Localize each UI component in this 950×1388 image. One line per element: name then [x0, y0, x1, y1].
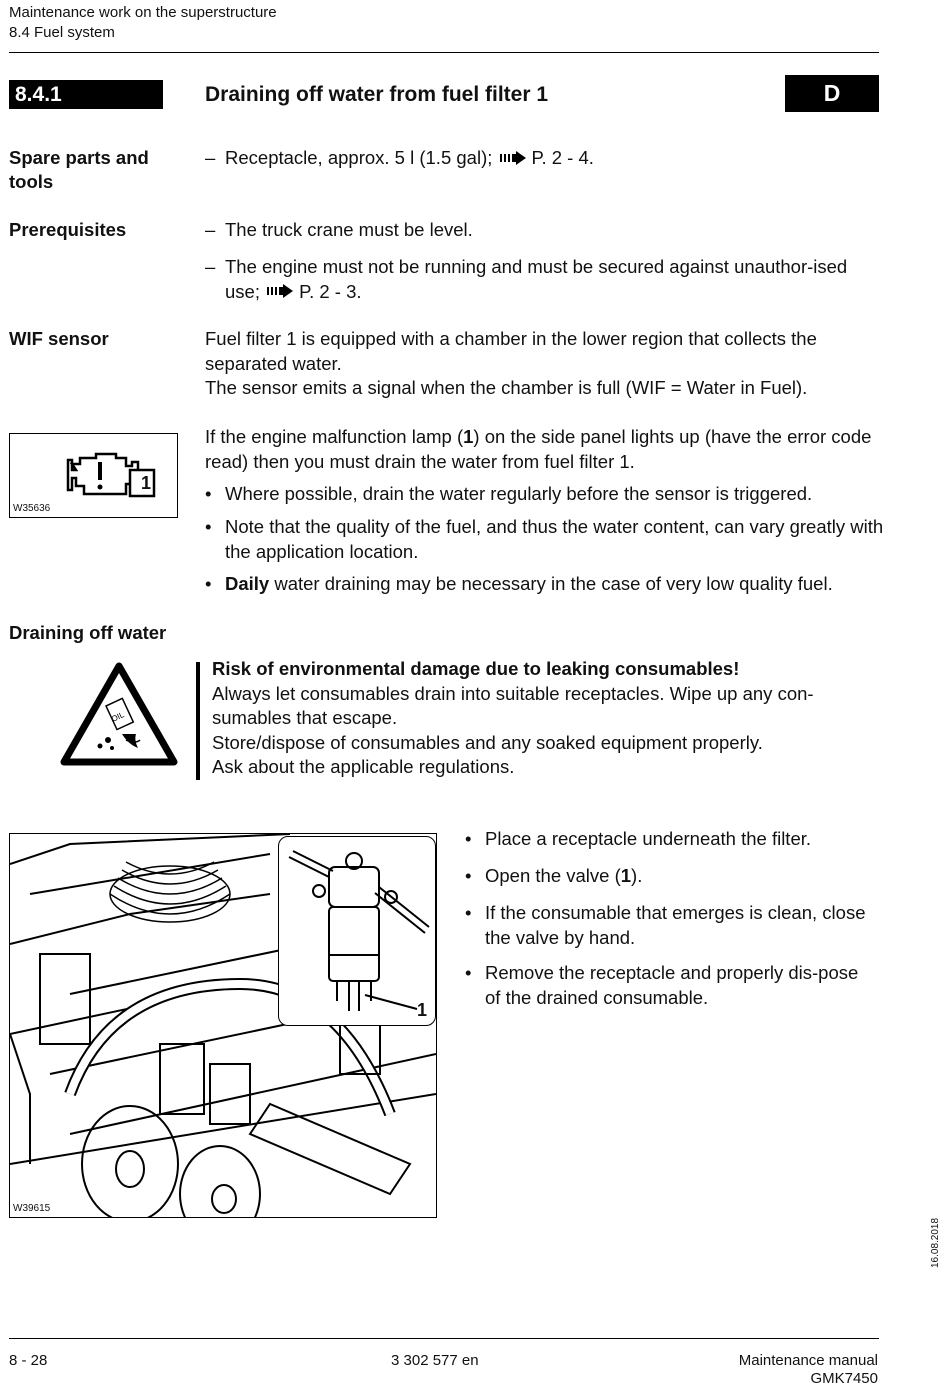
fuel-filter-detail-inset	[278, 836, 436, 1026]
draining-label: Draining off water	[9, 622, 167, 643]
valve-callout-ref: 1	[620, 865, 632, 886]
oil-label: OIL	[110, 710, 126, 724]
lamp-bullet-text: water draining may be necessary in the case of very low quality fuel.	[269, 573, 833, 594]
lamp-intro-text: If the engine malfunction lamp (	[205, 426, 464, 447]
engine-lamp-figure	[9, 433, 178, 518]
lamp-intro	[205, 425, 885, 474]
lamp-bullet-text: Note that the quality of the fuel, and thus the water content, can vary greatly with the application location.	[225, 516, 884, 562]
warning-line: Ask about the applicable regulations.	[212, 756, 515, 777]
section-subtitle: 8.4 Fuel system	[9, 24, 115, 41]
figure-id: W39615	[13, 1203, 51, 1214]
chapter-title: Maintenance work on the superstructure	[9, 4, 277, 21]
wif-paragraph: Fuel filter 1 is equipped with a chamber in the lower region that collects the separated water.	[205, 328, 817, 374]
step-item	[465, 961, 875, 1010]
step-item	[465, 827, 875, 852]
spare-parts-page-ref[interactable]: P. 2 - 4.	[531, 147, 594, 168]
section-number: 8.4.1	[9, 80, 163, 109]
dash-bullet: –	[205, 147, 216, 168]
warning-title: Risk of environmental damage due to leaking consumables!	[212, 658, 740, 679]
fuel-filter-icon	[279, 837, 435, 1025]
environmental-warning	[212, 657, 882, 780]
figure-id: W35636	[13, 503, 51, 514]
environmental-hazard-warning-icon	[60, 662, 178, 768]
warning-bar	[196, 662, 200, 780]
daily-bold: Daily	[225, 573, 270, 594]
lamp-bullet-item	[205, 482, 885, 507]
page-reference-arrow-icon	[500, 147, 530, 172]
lamp-callout-ref: 1	[463, 426, 474, 447]
machine-model: GMK7450	[810, 1370, 878, 1387]
bullet-dot: •	[205, 573, 212, 594]
warning-line: Store/dispose of consumables and any soaked equipment properly.	[212, 731, 763, 753]
prerequisites-label: Prerequisites	[9, 219, 127, 240]
lamp-bullet-item	[205, 572, 885, 597]
prerequisite-text: The engine must not be running and must be secured against unauthor-ised use;	[225, 256, 848, 302]
fuel-filter-location-figure	[9, 833, 437, 1218]
step-text: If the consumable that emerges is clean, close the valve by hand.	[485, 902, 866, 948]
dash-bullet: –	[205, 219, 216, 240]
prerequisite-item	[205, 218, 885, 243]
step-text: ).	[631, 865, 643, 886]
lamp-bullet-text: Where possible, drain the water regularly before the sensor is triggered.	[225, 483, 813, 504]
spare-parts-label: Spare parts and tools	[9, 147, 149, 192]
section-title: Draining off water from fuel filter 1	[205, 83, 549, 106]
lamp-callout-number: 1	[140, 473, 151, 493]
bullet-dot: •	[465, 902, 472, 923]
header-divider	[9, 52, 879, 53]
wif-sensor-label: WIF sensor	[9, 328, 109, 349]
step-item	[465, 864, 875, 889]
bullet-dot: •	[205, 483, 212, 504]
step-text: Remove the receptacle and properly dis-pose of the drained consumable.	[485, 962, 859, 1008]
valve-callout-number: 1	[417, 1000, 428, 1020]
bullet-dot: •	[205, 516, 212, 537]
dash-bullet: –	[205, 256, 216, 277]
wif-paragraph: The sensor emits a signal when the chamber is full (WIF = Water in Fuel).	[205, 377, 808, 398]
language-tag: D	[785, 75, 879, 112]
lamp-bullet-item	[205, 515, 885, 564]
bullet-dot: •	[465, 962, 472, 983]
document-number: 3 302 577 en	[391, 1352, 479, 1369]
bullet-dot: •	[465, 865, 472, 886]
prerequisite-item	[205, 255, 880, 305]
prerequisite-page-ref[interactable]: P. 2 - 3.	[299, 280, 362, 302]
footer-divider	[9, 1338, 879, 1339]
lamp-intro-text: ) on the side panel lights up (have the error code read) then you must drain the water from fuel filter 1.	[205, 426, 872, 472]
prerequisite-text: The truck crane must be level.	[225, 219, 473, 240]
page-number: 8 - 28	[9, 1352, 48, 1369]
revision-date	[918, 1188, 950, 1268]
manual-title: Maintenance manual	[738, 1352, 878, 1369]
step-text: Open the valve (	[485, 865, 621, 886]
spare-parts-item	[205, 146, 885, 171]
spare-parts-text: Receptacle, approx. 5 l (1.5 gal);	[225, 147, 493, 168]
step-text: Place a receptacle underneath the filter.	[485, 828, 812, 849]
page-reference-arrow-icon	[267, 280, 297, 305]
bullet-dot: •	[465, 828, 472, 849]
step-item	[465, 901, 875, 950]
wif-sensor-description	[205, 327, 885, 401]
revision-date-text: 16.08.2018	[930, 1217, 941, 1268]
warning-line: Always let consumables drain into suitable receptacles. Wipe up any con-sumables that escape.	[212, 682, 814, 728]
